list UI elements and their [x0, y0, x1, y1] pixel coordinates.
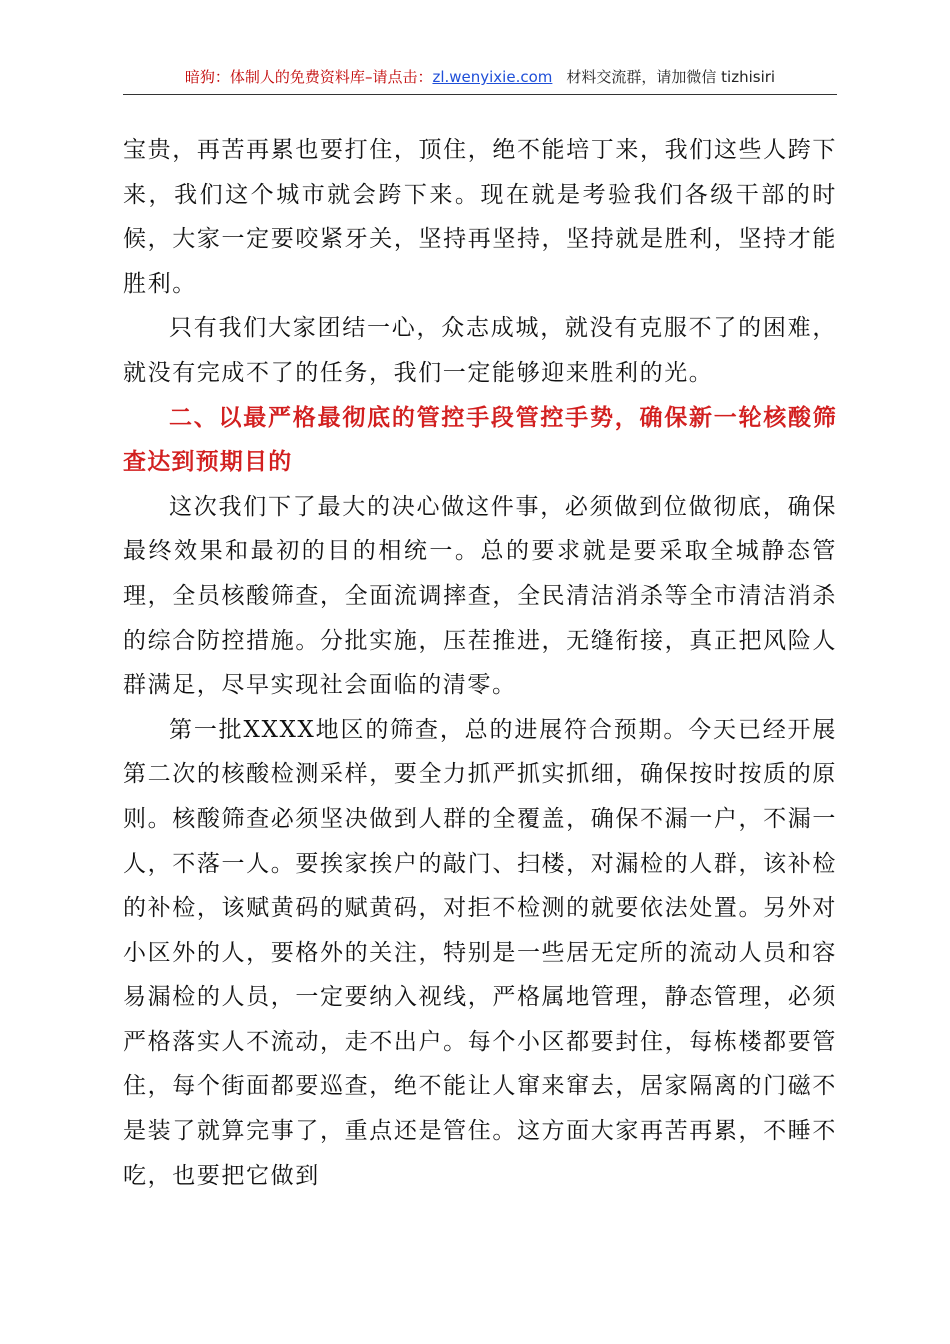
paragraph-1: 宝贵，再苦再累也要打住，顶住，绝不能培丁来，我们这些人跨下来，我们这个城市就会跨下来。现在就是考验我们各级干部的时候，大家一定要咬紧牙关，坚持再坚持，坚持就是胜利，坚持才能胜利。: [123, 137, 837, 297]
section-heading-2: 二、以最严格最彻底的管控手段管控手势，确保新一轮核酸筛查达到预期目的: [123, 404, 837, 476]
paragraph-4: 第一批XXXX地区的筛查，总的进展符合预期。今天已经开展第二次的核酸检测采样，要全力抓严抓实抓细，确保按时按质的原则。核酸筛查必须坚决做到人群的全覆盖，确保不漏一户，不漏一人，不落一人。要挨家挨户的敲门、扫楼，对漏检的人群，该补检的补检，该赋黄码的赋黄码，对拒不检测的就要依法处置。另外对小区外的人，要格外的关注，特别是一些居无定所的流动人员和容易漏检的人员，一定要纳入视线，严格属地管理，静态管理，必须严格落实人不流动，走不出户。每个小区都要封住，每栋楼都要管住，每个街面都要巡查，绝不能让人窜来窜去，居家隔离的门磁不是装了就算完事了，重点还是管住。这方面大家再苦再累，不睡不吃，也要把它做到: [123, 716, 837, 1189]
document-body: [123, 128, 837, 1198]
header-link[interactable]: zl.wenyixie.com: [432, 68, 553, 86]
paragraph-2: 只有我们大家团结一心，众志成城，就没有克服不了的困难，就没有完成不了的任务，我们一定能够迎来胜利的光。: [123, 315, 837, 386]
header-divider: [123, 94, 837, 95]
paragraph-3: 这次我们下了最大的决心做这件事，必须做到位做彻底，确保最终效果和最初的目的相统一。总的要求就是要采取全城静态管理，全员核酸筛查，全面流调摔查，全民清洁消杀等全市清洁消杀的综合防控措施。分批实施，压茬推进，无缝衔接，真正把风险人群满足，尽早实现社会面临的清零。: [123, 493, 837, 699]
header-click-prompt: –请点击：: [364, 68, 433, 86]
page-header: [125, 66, 835, 88]
header-brand: 暗狗：体制人的免费资料库: [184, 68, 365, 86]
header-contact: 材料交流群，请加微信 tizhisiri: [566, 68, 776, 86]
